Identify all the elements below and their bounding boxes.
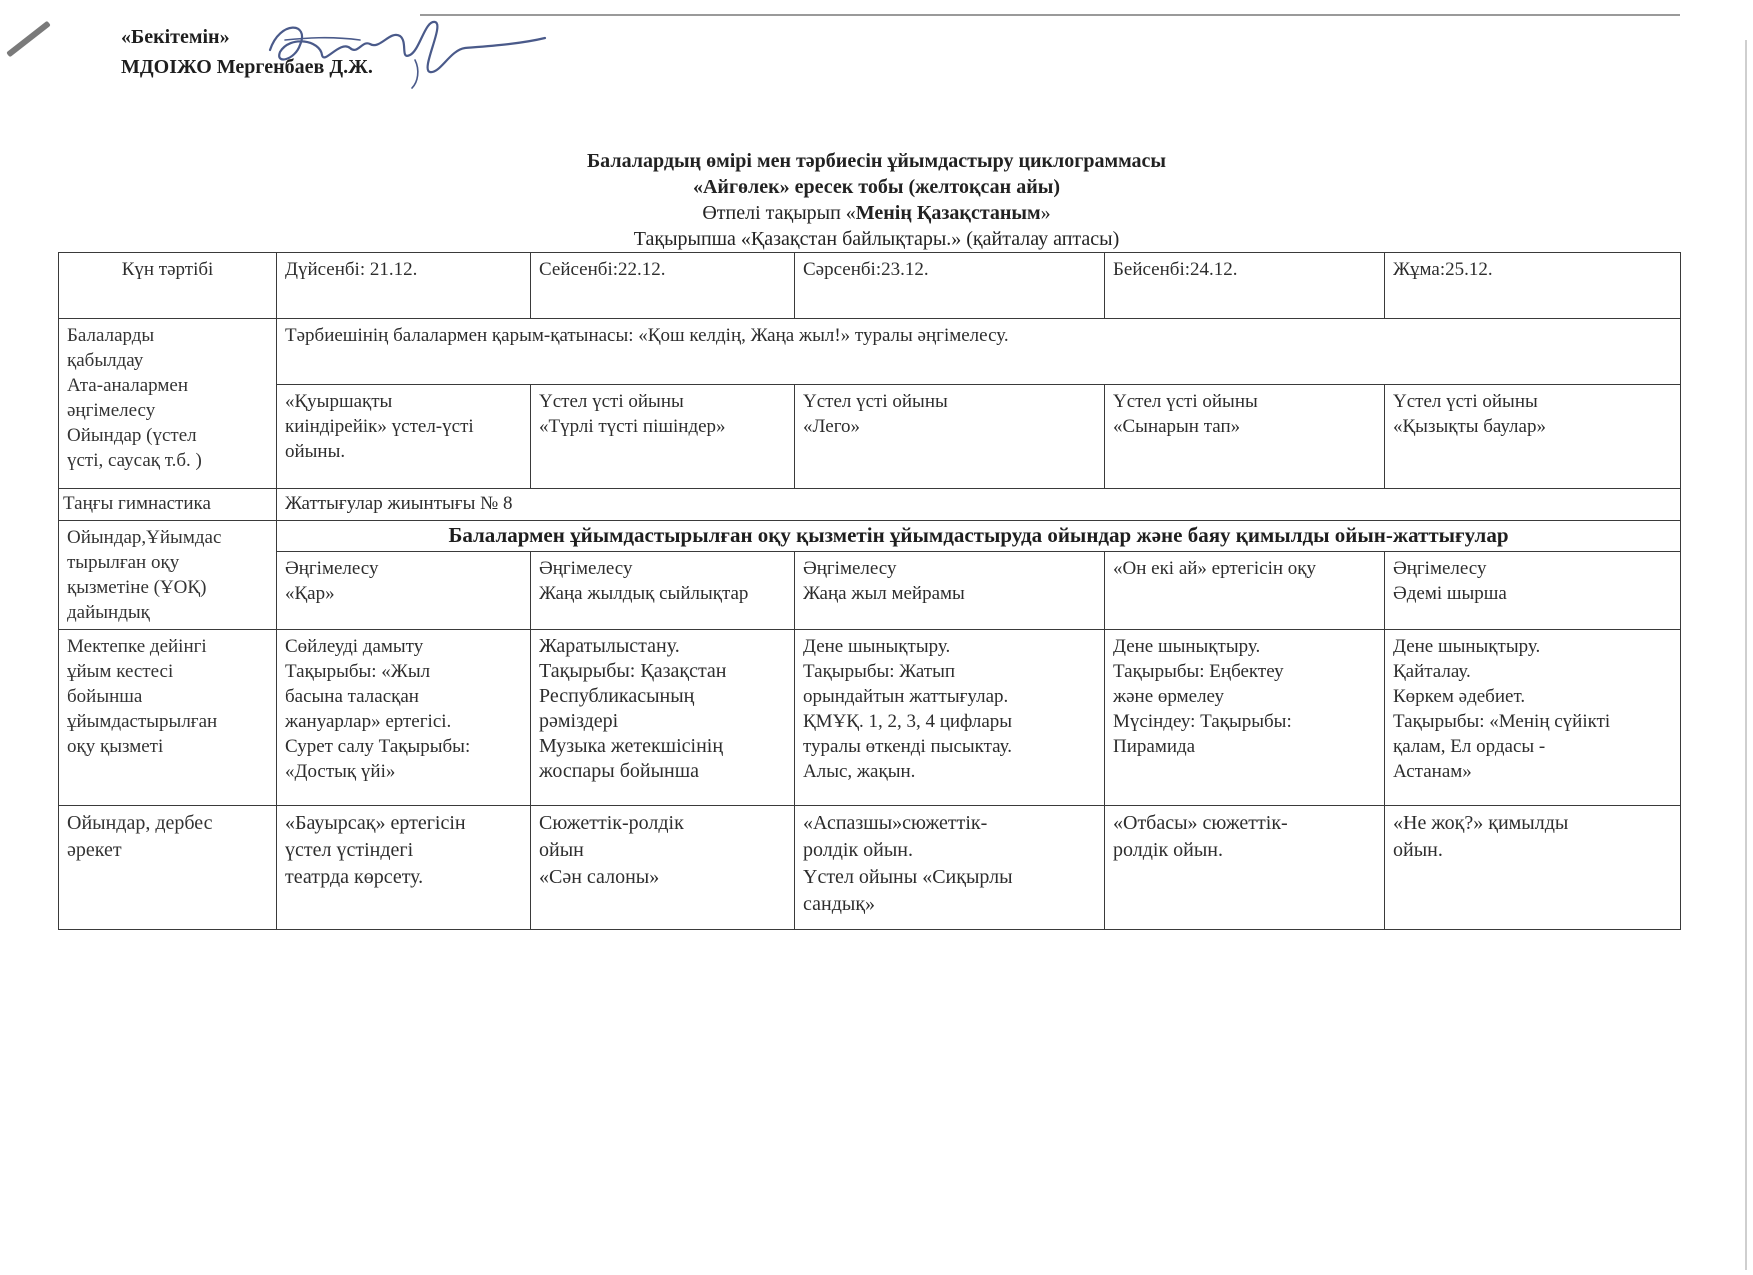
document-titles [0,148,1753,252]
cell-line: Жаңа жылдық сыйлықтар [539,582,749,604]
cell-line: Жаңа жыл мейрамы [803,582,965,604]
cell-line: Алыс, жақын. [803,761,916,782]
title-theme [0,200,1753,226]
cell-line: Тақырыбы: Жатып [803,661,956,682]
cell-line: театрда көрсету. [285,866,424,888]
cell-line: «Сән салоны» [539,866,660,888]
cell-line: киіндірейік» үстел-үсті [285,416,474,437]
cell-line: сандық» [803,893,876,915]
reception-label-line: үсті, саусақ т.б. ) [67,450,202,471]
free-games-row [59,806,1681,930]
cell-line: «Он екі ай» ертегісін оқу [1113,557,1317,579]
cell-line: Пирамида [1113,736,1196,757]
cell-line: Республикасының [539,685,695,707]
cell-line: «Достық үйі» [285,761,396,782]
signature-image [250,10,550,90]
cell-line: Дене шынықтыру. [803,636,951,657]
title-theme-prefix: Өтпелі тақырып « [702,202,856,224]
preparation-label-line: қызметіне (ҰОҚ) [67,577,207,598]
cell-line: Тақырыбы: Қазақстан [539,660,727,682]
free-games-label-line: әрекет [67,839,122,861]
cell-line: қалам, Ел ордасы - [1393,736,1546,757]
reception-label-line: әңгімелесу [67,400,156,421]
cell-line: Сөйлеуді дамыту [285,636,424,657]
cell-line: Әдемі шырша [1393,582,1507,604]
preparation-cell-thu [1105,551,1385,629]
activities-label [59,630,277,806]
cell-line: туралы өткенді пысыктау. [803,736,1012,757]
reception-label-line: Балаларды [67,325,155,346]
header-day-tue: Сейсенбі:22.12. [531,253,795,319]
activities-label-line: ұйым кестесі [67,661,174,682]
header-day-mon: Дүйсенбі: 21.12. [277,253,531,319]
cell-line: Музыка жетекшісінің [539,735,724,757]
cell-line: Әңгімелесу [539,557,633,579]
free-games-label-line: Ойындар, дербес [67,812,213,834]
header-day-fri: Жұма:25.12. [1385,253,1681,319]
cell-line: және өрмелеу [1113,686,1225,707]
approval-director: МДОІЖО Мергенбаев Д.Ж. [121,56,373,78]
cell-line: Әңгімелесу [803,557,897,579]
cell-line: Тақырыбы: Еңбектеу [1113,661,1284,682]
cell-line: Сюжеттік-ролдік [539,812,684,834]
gymnastics-value: Жаттығулар жиынтығы № 8 [277,489,1681,521]
cell-line: Үстел ойыны «Сиқырлы [803,866,1013,888]
reception-label-line: Ата-аналармен [67,375,189,396]
cell-line: Үстел үсті ойыны [1113,391,1258,412]
gymnastics-label: Таңғы гимнастика [59,489,277,521]
preparation-label-line: тырылған оқу [67,552,180,573]
cell-line: «Аспазшы»сюжеттік- [803,812,988,834]
reception-label [59,319,277,489]
cell-line: басына таласқан [285,686,419,707]
cell-line: жоспары бойынша [539,760,700,782]
cell-line: Мүсіндеу: Тақырыбы: [1113,711,1292,732]
cell-line: Қайталау. [1393,661,1471,682]
free-games-cell-thu [1105,806,1385,930]
title-group: «Айгөлек» ересек тобы (желтоқсан айы) [692,176,1060,198]
reception-label-line: қабылдау [67,350,144,371]
activities-label-line: оқу қызметі [67,736,164,757]
cell-line: ойын [539,839,584,861]
cell-line: ойын. [1393,839,1443,861]
preparation-cell-mon [277,551,531,629]
preparation-label-line: дайындық [67,602,150,623]
cell-line: Астанам» [1393,761,1472,782]
reception-game-thu [1105,385,1385,489]
activities-cell-mon [277,630,531,806]
reception-row-2 [59,385,1681,489]
cell-line: Әңгімелесу [285,557,379,579]
cell-line: жануарлар» ертегісі. [285,711,452,732]
cell-line: орындайтын жаттығулар. [803,686,1009,707]
activities-label-line: Мектепке дейінгі [67,636,207,657]
cell-line: Үстел үсті ойыны [1393,391,1538,412]
cell-line: ойыны. [285,441,346,462]
header-day-thu: Бейсенбі:24.12. [1105,253,1385,319]
activities-label-line: ұйымдастырылған [67,711,218,732]
title-subtheme: Тақырыпша «Қазақстан байлықтары.» (қайталау аптасы) [633,228,1120,250]
pen-mark [6,21,51,58]
preparation-cell-fri [1385,551,1681,629]
free-games-cell-mon [277,806,531,930]
cyclogram-table [58,252,1681,930]
header-row [59,253,1681,319]
preparation-label [59,521,277,630]
cell-line: ролдік ойын. [1113,839,1224,861]
cell-line: «Қызықты баулар» [1393,416,1546,437]
approval-title: «Бекітемін» [121,26,230,48]
cell-line: «Бауырсақ» ертегісін [285,812,466,834]
cell-line: Үстел үсті ойыны [539,391,684,412]
header-corner: Күн тәртібі [59,253,277,319]
preparation-row-1 [59,521,1681,552]
cell-line: Үстел үсті ойыны [803,391,948,412]
reception-row-1 [59,319,1681,385]
cell-line: Тақырыбы: «Менің сүйікті [1393,711,1611,732]
cell-line: «Отбасы» сюжеттік- [1113,812,1288,834]
preparation-label-line: Ойындар,Ұйымдас [67,527,222,548]
cell-line: «Түрлі түсті пішіндер» [539,416,726,437]
cell-line: Жаратылыстану. [539,635,680,657]
activities-cell-fri [1385,630,1681,806]
title-main: Балалардың өмірі мен тәрбиесін ұйымдастыру циклограммасы [586,150,1167,172]
cell-line: Дене шынықтыру. [1393,636,1541,657]
reception-game-tue [531,385,795,489]
reception-label-line: Ойындар (үстел [67,425,197,446]
reception-game-wed [795,385,1105,489]
cell-line: ҚМҰҚ. 1, 2, 3, 4 цифлары [803,711,1013,732]
header-day-wed: Сәрсенбі:23.12. [795,253,1105,319]
free-games-label [59,806,277,930]
title-theme-suffix: » [1040,202,1051,224]
reception-conversation: Тәрбиешінің балалармен қарым-қатынасы: «Қош келдің, Жаңа жыл!» туралы әңгімелесу. [277,319,1681,385]
cell-line: Көркем әдебиет. [1393,686,1526,707]
reception-game-fri [1385,385,1681,489]
cell-line: Дене шынықтыру. [1113,636,1261,657]
activities-cell-tue [531,630,795,806]
free-games-cell-fri [1385,806,1681,930]
free-games-cell-tue [531,806,795,930]
cell-line: үстел үстіндегі [285,839,414,861]
cell-line: «Лего» [803,416,861,437]
gymnastics-row [59,489,1681,521]
cell-line: рәміздері [539,710,619,732]
cell-line: ролдік ойын. [803,839,914,861]
activities-cell-thu [1105,630,1385,806]
cell-line: Тақырыбы: «Жыл [285,661,431,682]
activities-label-line: бойынша [67,686,143,707]
preparation-banner: Балалармен ұйымдастырылған оқу қызметін ұйымдастыруда ойындар және баяу қимылды ойын-жаттығулар [277,521,1681,552]
cell-line: «Қар» [285,582,335,604]
activities-row [59,630,1681,806]
cell-line: «Сынарын тап» [1113,416,1241,437]
preparation-row-2 [59,551,1681,629]
preparation-cell-wed [795,551,1105,629]
cell-line: «Қуыршақты [285,391,393,412]
activities-cell-wed [795,630,1105,806]
reception-game-mon [277,385,531,489]
cell-line: Сурет салу Тақырыбы: [285,736,471,757]
cell-line: Әңгімелесу [1393,557,1487,579]
preparation-cell-tue [531,551,795,629]
scan-edge-top [420,14,1680,16]
free-games-cell-wed [795,806,1105,930]
cell-line: «Не жоқ?» қимылды [1393,812,1569,834]
title-theme-name: Менің Қазақстаным [855,202,1041,224]
